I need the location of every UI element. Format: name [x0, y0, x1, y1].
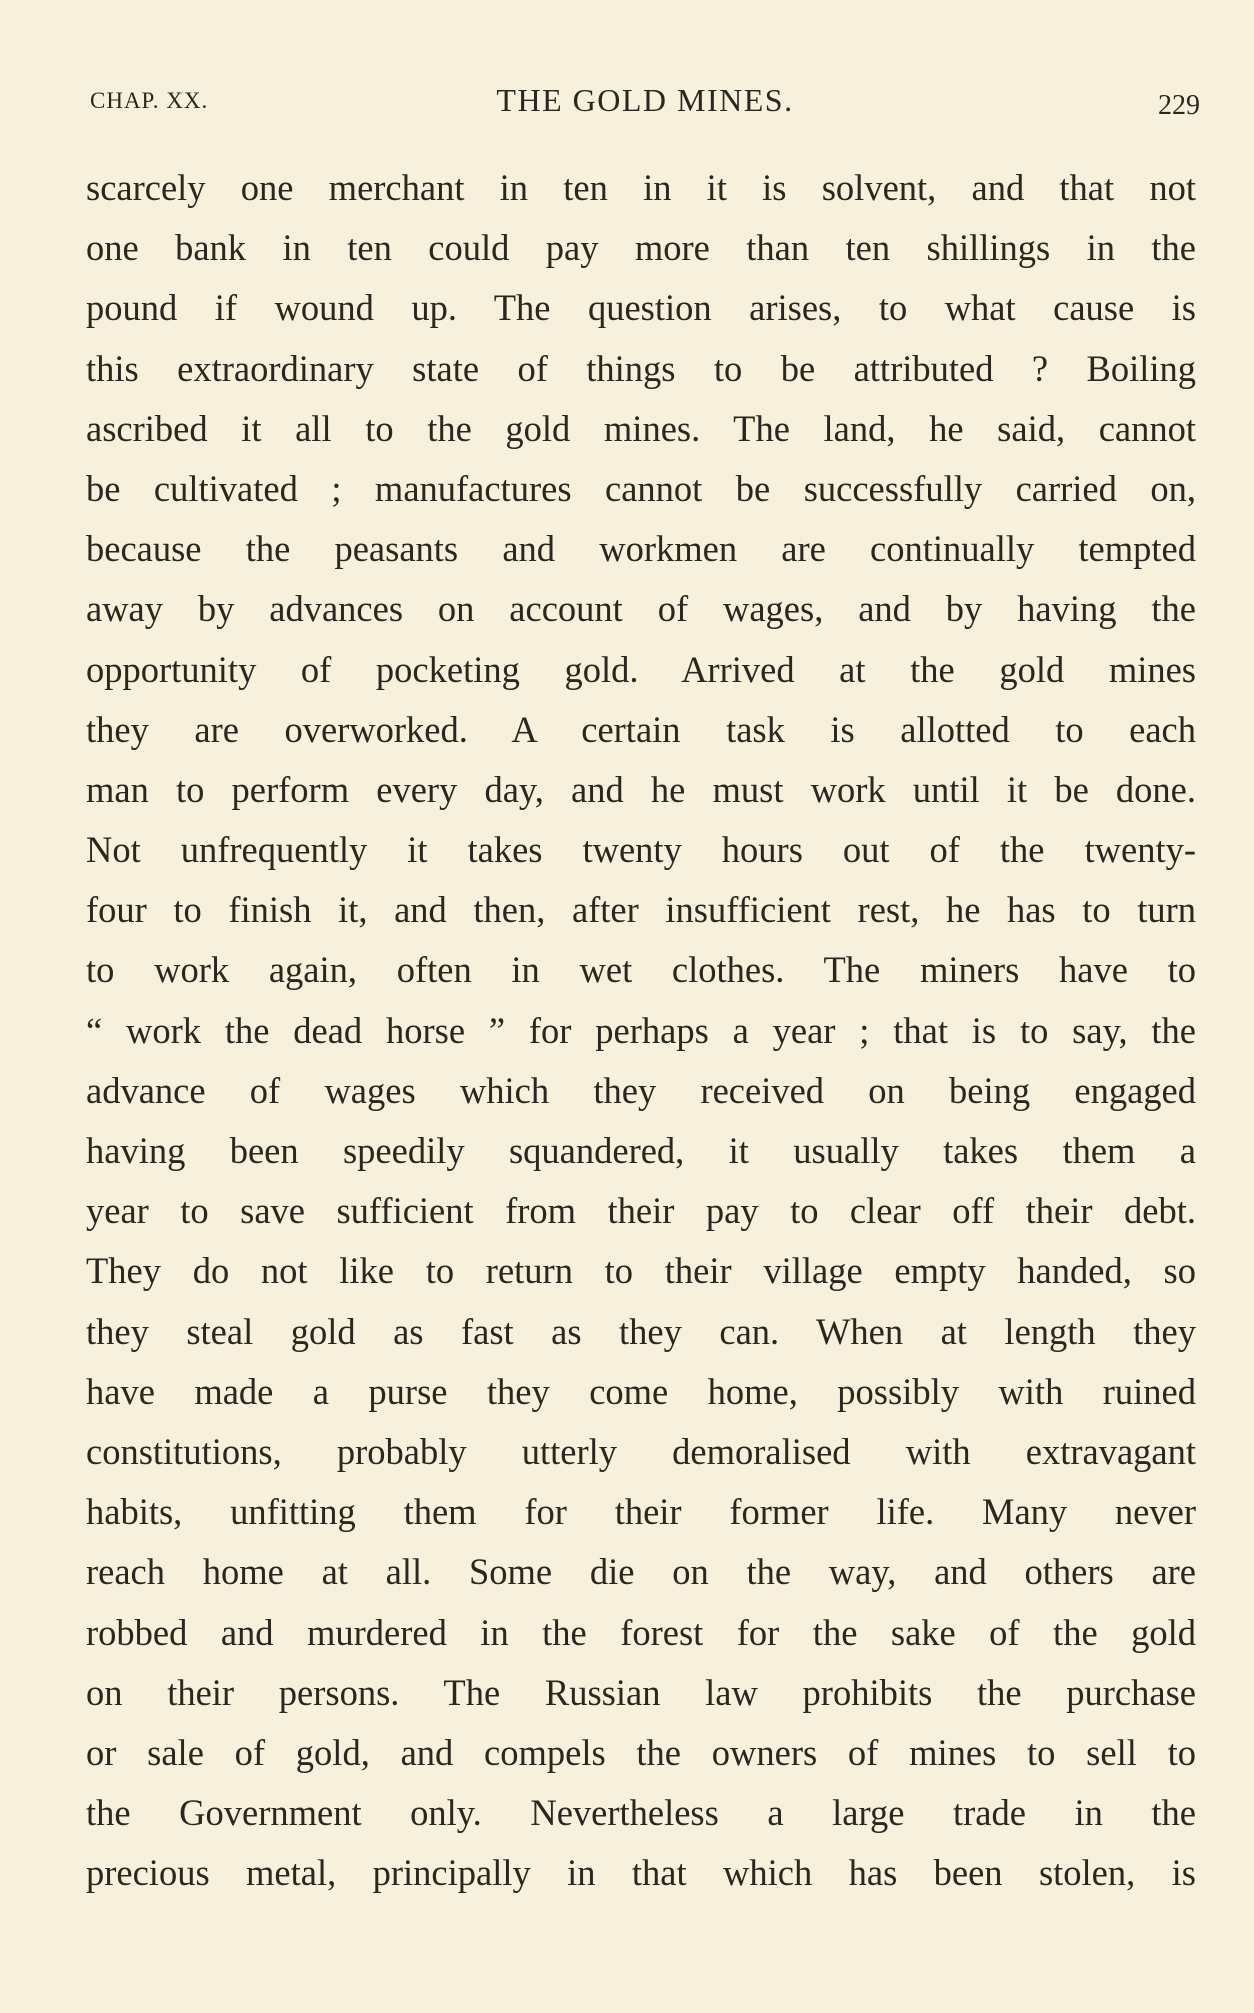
- body-text: [86, 158, 1196, 1903]
- text-line: opportunity of pocketing gold. Arrived at the gold mines: [86, 648, 1196, 690]
- text-line: or sale of gold, and compels the owners of mines to sell to: [86, 1731, 1196, 1773]
- text-line: constitutions, probably utterly demoralised with extravagant: [86, 1430, 1196, 1472]
- text-line: they are overworked. A certain task is allotted to each: [86, 708, 1196, 750]
- text-line: robbed and murdered in the forest for the sake of the gold: [86, 1611, 1196, 1653]
- text-line: away by advances on account of wages, and by having the: [86, 588, 1196, 630]
- page-number: 229: [1158, 90, 1200, 121]
- text-line: this extraordinary state of things to be attributed ? Boiling: [86, 347, 1196, 389]
- running-head: [90, 82, 1200, 122]
- text-line: four to finish it, and then, after insufficient rest, he has to turn: [86, 889, 1196, 931]
- text-line: be cultivated ; manufactures cannot be successfully carried on,: [86, 467, 1196, 509]
- text-line: man to perform every day, and he must work until it be done.: [86, 768, 1196, 810]
- text-line: having been speedily squandered, it usually takes them a: [86, 1130, 1196, 1171]
- text-line: they steal gold as fast as they can. When at length they: [86, 1310, 1196, 1352]
- text-line: They do not like to return to their village empty handed, so: [86, 1250, 1196, 1292]
- chapter-label: CHAP. XX.: [90, 88, 209, 113]
- text-line: year to save sufficient from their pay to clear off their debt.: [86, 1190, 1196, 1232]
- text-line: ascribed it all to the gold mines. The land, he said, cannot: [86, 407, 1196, 449]
- text-line: precious metal, principally in that which has been stolen, is: [86, 1852, 1196, 1894]
- text-line: one bank in ten could pay more than ten shillings in the: [86, 227, 1196, 269]
- text-line: because the peasants and workmen are continually tempted: [86, 528, 1196, 570]
- text-line: “ work the dead horse ” for perhaps a year ; that is to say, the: [86, 1009, 1196, 1051]
- running-title: THE GOLD MINES.: [496, 82, 794, 118]
- text-line: Not unfrequently it takes twenty hours out of the twenty-: [86, 829, 1196, 871]
- text-line: reach home at all. Some die on the way, and others are: [86, 1551, 1196, 1593]
- text-line: habits, unfitting them for their former life. Many never: [86, 1491, 1196, 1533]
- text-line: the Government only. Nevertheless a large trade in the: [86, 1792, 1196, 1834]
- text-line: have made a purse they come home, possibly with ruined: [86, 1370, 1196, 1412]
- text-line: pound if wound up. The question arises, to what cause is: [86, 287, 1196, 329]
- text-line: advance of wages which they received on being engaged: [86, 1069, 1196, 1111]
- text-line: on their persons. The Russian law prohibits the purchase: [86, 1671, 1196, 1713]
- text-line: scarcely one merchant in ten in it is solvent, and that not: [86, 167, 1196, 208]
- text-line: to work again, often in wet clothes. The miners have to: [86, 949, 1196, 991]
